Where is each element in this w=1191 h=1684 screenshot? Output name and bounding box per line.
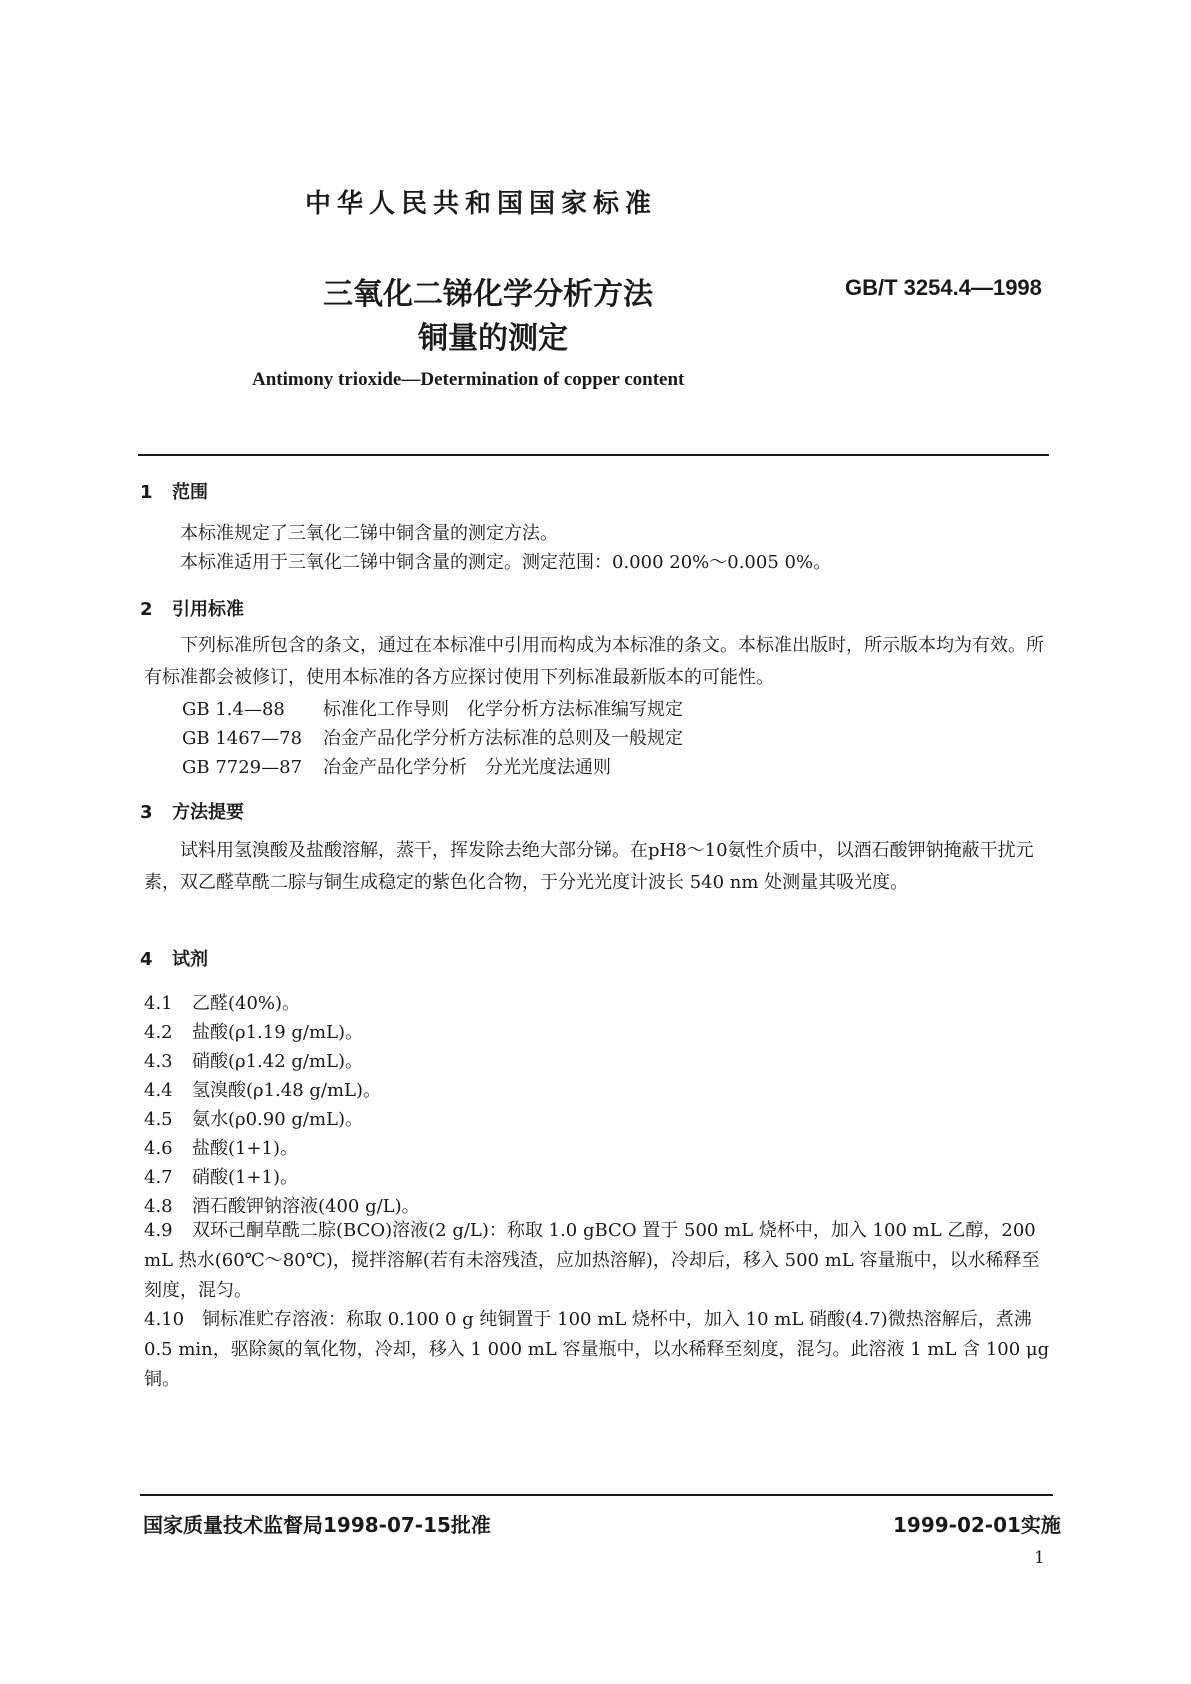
reagent-item: 4.4 氢溴酸(ρ1.48 g/mL)。 [144,1080,382,1101]
scope-line-1: 本标准规定了三氧化二锑中铜含量的测定方法。 [180,523,558,544]
reference-code: GB 7729—87 [182,757,303,778]
approval-note: 国家质量技术监督局1998-07-15批准 [143,1513,491,1537]
national-standard-heading: 中华人民共和国国家标准 [305,189,658,219]
references-paragraph: 下列标准所包含的条文，通过在本标准中引用而构成为本标准的条文。本标准出版时，所示版本均为有效。所有标准都会被修订，使用本标准的各方应探讨使用下列标准最新版本的可能性。 [144,635,1044,688]
reference-code: GB 1467—78 [182,728,303,749]
implementation-date: 1999-02-01实施 [893,1513,1061,1537]
section-number: 3 [140,802,153,823]
standard-number: GB/T 3254.4—1998 [845,275,1042,300]
section-heading-reagents [140,945,208,971]
reference-title: 冶金产品化学分析 分光光度法通则 [323,757,611,778]
section-number: 1 [140,482,153,503]
reagent-item: 4.7 硝酸(1+1)。 [144,1167,299,1188]
reagent-item: 4.8 酒石酸钾钠溶液(400 g/L)。 [144,1196,420,1217]
reagent-item: 4.5 氨水(ρ0.90 g/mL)。 [144,1109,364,1130]
footer-divider [140,1494,1053,1496]
section-title: 引用标准 [172,599,244,620]
reagent-item: 4.10 铜标准贮存溶液：称取 0.100 0 g 纯铜置于 100 mL 烧杯中，加入 10 mL 硝酸(4.7)微热溶解后，煮沸 0.5 min，驱除氮的氧化物，冷却，移入 1 000 mL 容量瓶中，以水稀释至刻度，混匀。此溶液 1 mL 含 100 μg 铜。 [144,1309,1050,1390]
section-number: 2 [140,599,153,620]
page-number: 1 [1034,1548,1045,1568]
reference-item [182,753,611,779]
reference-title: 冶金产品化学分析方法标准的总则及一般规定 [323,728,683,749]
section-heading-references [140,595,244,621]
section-heading-method-summary [140,798,244,824]
scope-line-2: 本标准适用于三氧化二锑中铜含量的测定。测定范围：0.000 20%～0.005 0%。 [180,552,832,573]
reagent-item: 4.3 硝酸(ρ1.42 g/mL)。 [144,1051,364,1072]
reagent-item: 4.1 乙醛(40%)。 [144,993,301,1014]
reference-code: GB 1.4—88 [182,699,285,720]
header-divider [138,454,1049,456]
section-heading-scope [140,478,208,504]
section-title: 范围 [172,482,208,503]
reference-item [182,724,683,750]
reagent-item: 4.9 双环己酮草酰二腙(BCO)溶液(2 g/L)：称取 1.0 gBCO 置于 500 mL 烧杯中，加入 100 mL 乙醇，200 mL 热水(60℃～80℃)，搅拌溶解(若有未溶残渣，应加热溶解)，冷却后，移入 500 mL 容量瓶中，以水稀释至刻度，混匀。 [144,1220,1040,1301]
method-summary-paragraph: 试料用氢溴酸及盐酸溶解，蒸干，挥发除去绝大部分锑。在pH8～10氨性介质中，以酒石酸钾钠掩蔽干扰元素，双乙醛草酰二腙与铜生成稳定的紫色化合物，于分光光度计波长 540 nm 处测量其吸光度。 [144,840,1034,893]
reference-title: 标准化工作导则 化学分析方法标准编写规定 [323,699,683,720]
reagent-item: 4.6 盐酸(1+1)。 [144,1138,299,1159]
reagent-item: 4.2 盐酸(ρ1.19 g/mL)。 [144,1022,364,1043]
english-title: Antimony trioxide—Determination of copper content [252,369,685,390]
section-title: 试剂 [172,949,208,970]
reference-item [182,695,683,721]
section-number: 4 [140,949,153,970]
section-title: 方法提要 [172,802,244,823]
document-title: 三氧化二锑化学分析方法 [323,277,653,312]
document-subtitle: 铜量的测定 [418,321,568,356]
